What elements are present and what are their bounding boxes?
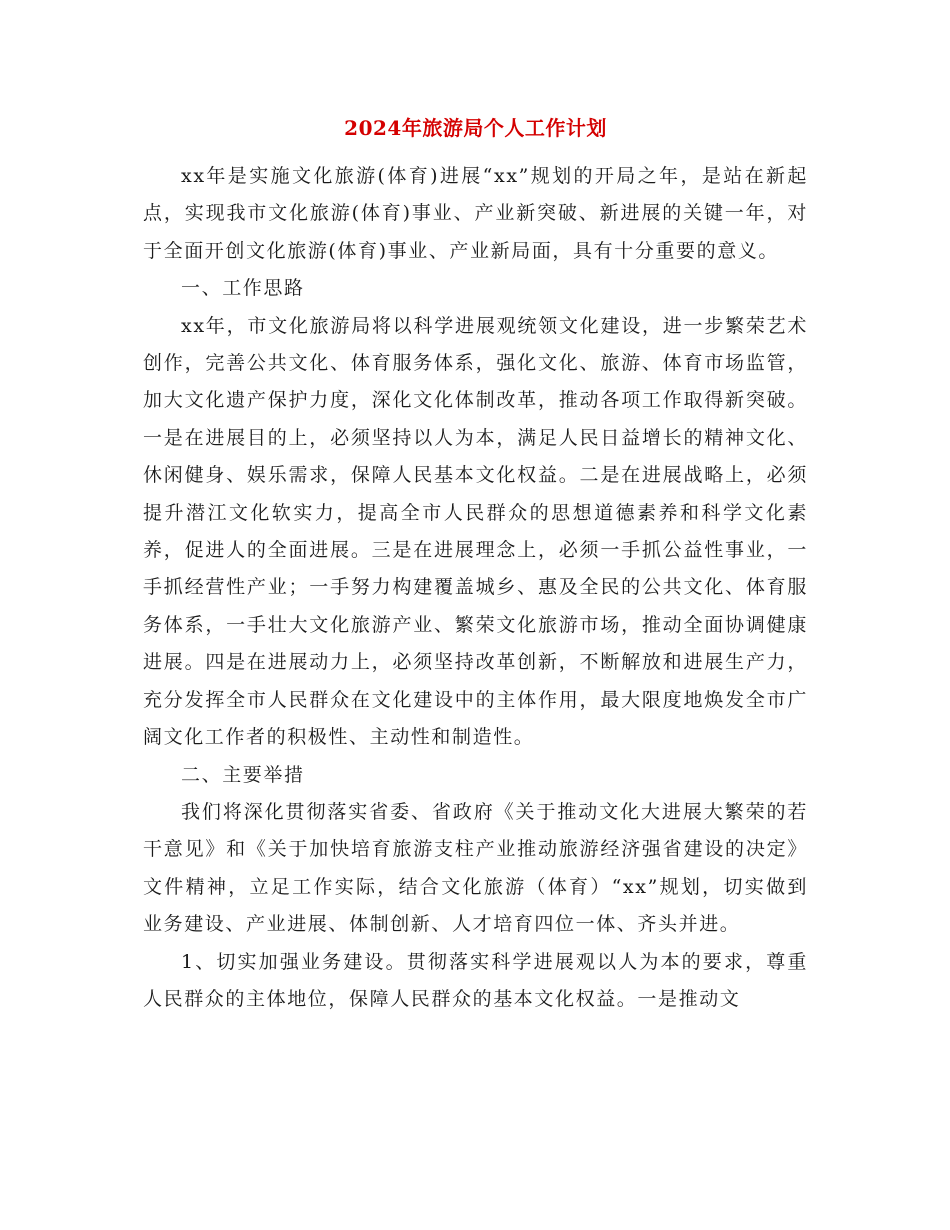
document-title: 2024年旅游局个人工作计划 <box>344 116 607 140</box>
work-approach-paragraph: xx年，市文化旅游局将以科学进展观统领文化建设，进一步繁荣艺术创作，完善公共文化、体育服务体系，强化文化、旅游、体育市场监管，加大文化遗产保护力度，深化文化体制改革，推动各项工作取得新突破。一是在进展目的上，必须坚持以人为本，满足人民日益增长的精神文化、休闲健身、娱乐需求，保障人民基本文化权益。二是在进展战略上，必须提升潜江文化软实力，提高全市人民群众的思想道德素养和科学文化素养，促进人的全面进展。三是在进展理念上，必须一手抓公益性事业，一手抓经营性产业；一手努力构建覆盖城乡、惠及全民的公共文化、体育服务体系，一手壮大文化旅游产业、繁荣文化旅游市场，推动全面协调健康进展。四是在进展动力上，必须坚持改革创新，不断解放和进展生产力，充分发挥全市人民群众在文化建设中的主体作用，最大限度地焕发全市广阔文化工作者的积极性、主动性和制造性。 <box>143 314 808 749</box>
section-heading-main-measures: 二、主要举措 <box>181 763 305 786</box>
intro-paragraph: xx年是实施文化旅游(体育)进展“xx”规划的开局之年，是站在新起点，实现我市文化旅游(体育)事业、产业新突破、新进展的关键一年，对于全面开创文化旅游(体育)事业、产业新局面，具有十分重要的意义。 <box>143 165 808 262</box>
main-measures-paragraph: 我们将深化贯彻落实省委、省政府《关于推动文化大进展大繁荣的若干意见》和《关于加快培育旅游支柱产业推动旅游经济强省建设的决定》文件精神，立足工作实际，结合文化旅游（体育）“xx”规划，切实做到业务建设、产业进展、体制创新、人才培育四位一体、齐头并进。 <box>143 800 808 936</box>
document-body <box>143 112 808 1018</box>
section-heading-work-approach: 一、工作思路 <box>181 277 305 300</box>
business-construction-paragraph: 1、切实加强业务建设。贯彻落实科学进展观以人为本的要求，尊重人民群众的主体地位，保障人民群众的基本文化权益。一是推动文 <box>143 950 808 1010</box>
